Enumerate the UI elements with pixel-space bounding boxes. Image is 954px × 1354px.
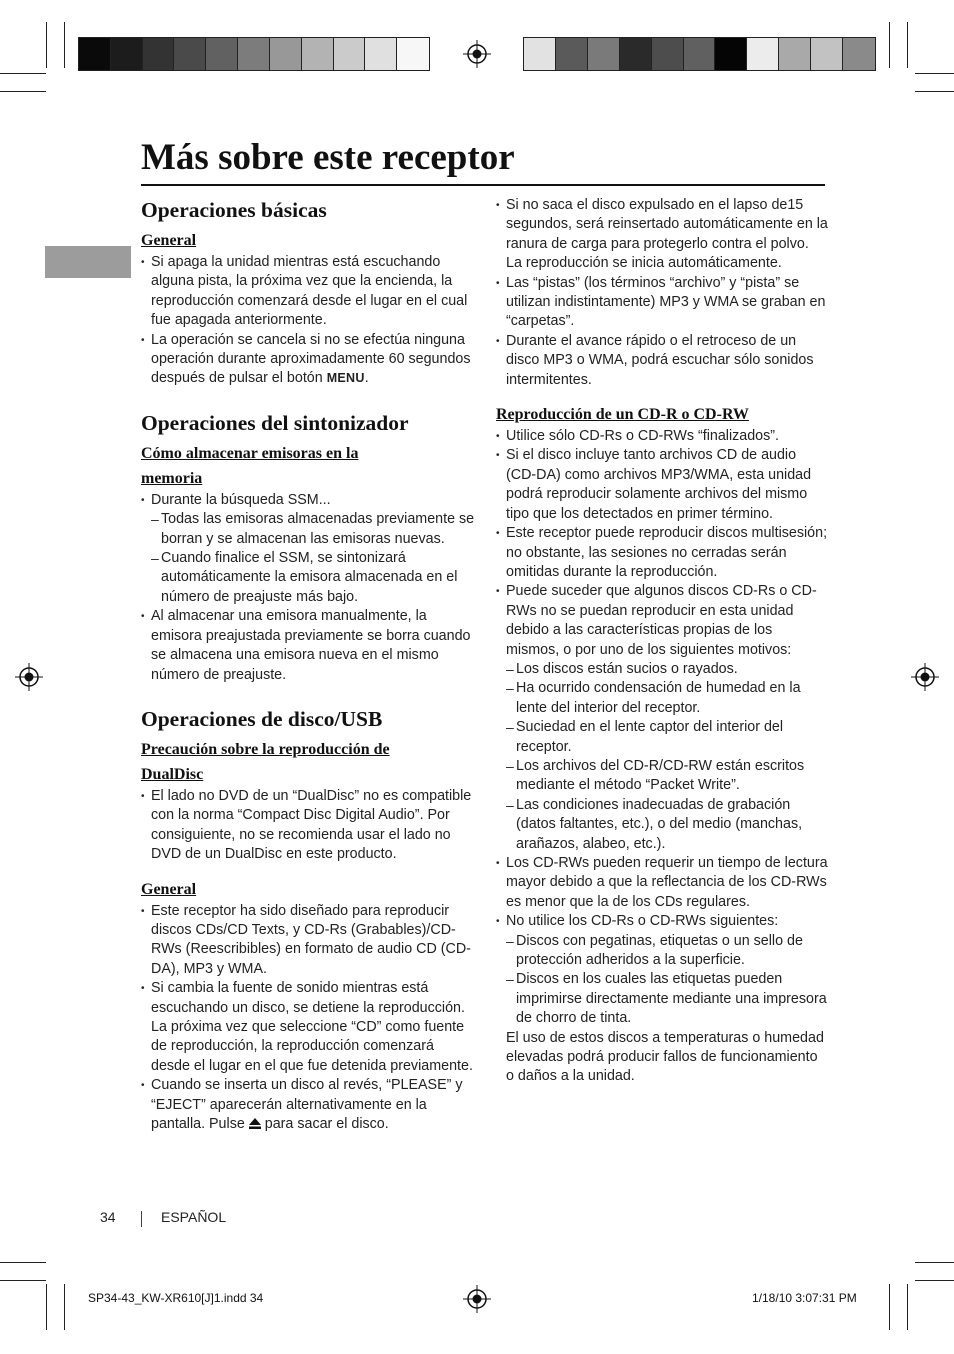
dualdisc-list xyxy=(141,787,476,865)
list-subitem: – Todas las emisoras almacenadas previamente se borran y se almacenan las emisoras nuevas. xyxy=(141,510,476,549)
crop-mark xyxy=(0,91,46,92)
list-item: • Si el disco incluye tanto archivos CD de audio (CD-DA) como archivos MP3/WMA, esta unidad podrá reproducir solamente archivos del mismo tipo que los detectados en primer término. xyxy=(496,446,828,524)
color-swatch xyxy=(747,38,779,70)
list-item: • Al almacenar una emisora manualmente, la emisora preajustada previamente se borra cuando se almacena una emisora nueva en el mismo número de preajuste. xyxy=(141,607,476,685)
list-item xyxy=(141,1076,476,1134)
color-swatch xyxy=(556,38,588,70)
color-swatch xyxy=(302,38,334,70)
crop-mark xyxy=(46,1284,47,1330)
crop-mark xyxy=(0,73,46,74)
list-item: • Este receptor puede reproducir discos multisesión; no obstante, las sesiones no cerradas serán omitidas durante la reproducción. xyxy=(496,524,828,582)
list-item: • Si apaga la unidad mientras está escuchando alguna pista, la próxima vez que la encienda, la reproducción comenzará desde el lugar en el cual fue apagada anteriormente. xyxy=(141,253,476,331)
page-number: 34 xyxy=(100,1209,116,1225)
disc-general-list xyxy=(141,902,476,1135)
cdr-list xyxy=(496,427,828,1087)
list-subitem: – Discos en los cuales las etiquetas pueden imprimirse directamente mediante una impresora de chorro de tinta. xyxy=(496,970,828,1028)
color-swatch xyxy=(588,38,620,70)
list-item: • Los CD-RWs pueden requerir un tiempo de lectura mayor debido a que la reflectancia de los CD-RWs es menor que la de los CDs regulares. xyxy=(496,854,828,912)
subheading-general: General xyxy=(141,880,197,898)
registration-mark-icon xyxy=(463,40,491,68)
color-bar-left xyxy=(78,37,430,71)
list-item: • Si cambia la fuente de sonido mientras está escuchando un disco, se detiene la reproducción. La próxima vez que seleccione “CD” como fuente de reproducción, la reproducción comenzará desde el lugar en el que fue detenida previamente. xyxy=(141,979,476,1076)
section-heading-tuner: Operaciones del sintonizador xyxy=(141,410,409,435)
crop-mark xyxy=(64,1284,65,1330)
list-subitem: – Suciedad en el lente captor del interior del receptor. xyxy=(496,718,828,757)
color-swatch xyxy=(365,38,397,70)
section-heading-disc: Operaciones de disco/USB xyxy=(141,706,383,731)
list-item: • Las “pistas” (los términos “archivo” y “pista” se utilizan indistintamente) MP3 y WMA se graban en “carpetas”. xyxy=(496,274,828,332)
color-swatch xyxy=(715,38,747,70)
list-item: • Durante el avance rápido o el retroceso de un disco MP3 o WMA, podrá escuchar sólo sonidos intermitentes. xyxy=(496,332,828,390)
registration-mark-icon xyxy=(15,663,43,691)
color-bar-right xyxy=(523,37,876,71)
color-swatch xyxy=(524,38,556,70)
slug-timestamp: 1/18/10 3:07:31 PM xyxy=(752,1291,857,1305)
crop-mark xyxy=(889,22,890,68)
crop-mark xyxy=(915,1262,954,1263)
color-swatch xyxy=(620,38,652,70)
crop-mark xyxy=(915,1280,954,1281)
eject-icon xyxy=(249,1118,261,1129)
crop-mark xyxy=(889,1284,890,1330)
list-subitem: – Ha ocurrido condensación de humedad en la lente del interior del receptor. xyxy=(496,679,828,718)
subheading-line: memoria xyxy=(141,469,203,487)
list-item: • Puede suceder que algunos discos CD-Rs o CD-RWs no se puedan reproducir en esta unidad debido a las características propias de los mismos, o por uno de los siguientes motivos: xyxy=(496,582,828,660)
color-swatch xyxy=(397,38,429,70)
list-item-text: para sacar el disco. xyxy=(264,1116,389,1132)
crop-mark xyxy=(907,22,908,68)
subheading-line: Precaución sobre la reproducción de xyxy=(141,740,390,758)
subheading-dualdisc xyxy=(141,737,476,787)
crop-mark xyxy=(64,22,65,68)
crop-mark xyxy=(915,91,954,92)
section-heading-basic: Operaciones básicas xyxy=(141,198,327,222)
color-swatch xyxy=(238,38,270,70)
left-column xyxy=(141,195,476,1134)
list-item: • Utilice sólo CD-Rs o CD-RWs “finalizados”. xyxy=(496,427,828,446)
color-swatch xyxy=(652,38,684,70)
registration-mark-icon xyxy=(911,663,939,691)
color-swatch xyxy=(684,38,716,70)
slug-filename: SP34-43_KW-XR610[J]1.indd 34 xyxy=(88,1291,264,1305)
list-item: • Si no saca el disco expulsado en el lapso de15 segundos, será reinsertado automáticamente en la ranura de carga para protegerlo contra el polvo. La reproducción se inicia automáticamente. xyxy=(496,196,828,274)
subheading-line: DualDisc xyxy=(141,765,204,783)
page-title: Más sobre este receptor xyxy=(141,134,825,186)
color-swatch xyxy=(174,38,206,70)
crop-mark xyxy=(0,1280,46,1281)
footer-divider xyxy=(141,1211,142,1227)
language-tab xyxy=(45,246,131,278)
list-item xyxy=(141,331,476,389)
disc-notes-list xyxy=(496,196,828,390)
list-item: • El lado no DVD de un “DualDisc” no es compatible con la norma “Compact Disc Digital Audio”. Por consiguiente, no se recomienda usar el lado no DVD de un DualDisc en este producto. xyxy=(141,787,476,865)
crop-mark xyxy=(0,1262,46,1263)
crop-mark xyxy=(907,1284,908,1330)
color-swatch xyxy=(111,38,143,70)
color-swatch xyxy=(779,38,811,70)
list-subitem: – Los archivos del CD-R/CD-RW están escritos mediante el método “Packet Write”. xyxy=(496,757,828,796)
color-swatch xyxy=(206,38,238,70)
menu-button-label: MENU xyxy=(326,371,365,386)
color-swatch xyxy=(143,38,175,70)
color-swatch xyxy=(270,38,302,70)
subheading-line: Cómo almacenar emisoras en la xyxy=(141,444,359,462)
subheading-cdr-cdrw: Reproducción de un CD-R o CD-RW xyxy=(496,406,749,424)
list-item: • Este receptor ha sido diseñado para reproducir discos CDs/CD Texts, y CD-Rs (Grabables)/CD-RWs (Reescribibles) en formato de audio CD (CD-DA), MP3 y WMA. xyxy=(141,902,476,980)
subheading-store-stations xyxy=(141,441,476,491)
basic-list xyxy=(141,253,476,389)
crop-mark xyxy=(915,73,954,74)
list-subitem: – Discos con pegatinas, etiquetas o un sello de protección adheridos a la superficie. xyxy=(496,932,828,971)
list-subitem: – Los discos están sucios o rayados. xyxy=(496,660,828,679)
list-subitem: – Cuando finalice el SSM, se sintonizará automáticamente la emisora almacenada en el número de preajuste más bajo. xyxy=(141,549,476,607)
color-swatch xyxy=(843,38,875,70)
closing-note: El uso de estos discos a temperaturas o humedad elevadas podrá producir fallos de funcionamiento o daños a la unidad. xyxy=(506,1029,824,1085)
registration-mark-icon xyxy=(463,1285,491,1313)
footer-language: ESPAÑOL xyxy=(161,1209,227,1225)
subheading-general: General xyxy=(141,232,197,249)
period: . xyxy=(364,370,369,387)
color-swatch xyxy=(811,38,843,70)
list-item: • Durante la búsqueda SSM... xyxy=(141,491,476,510)
right-column xyxy=(496,196,828,1087)
color-swatch xyxy=(79,38,111,70)
crop-mark xyxy=(46,22,47,68)
list-item-text: La operación se cancela si no se efectúa ninguna operación durante aproximadamente 60 segundos después de pulsar el botón xyxy=(151,331,471,387)
list-item-text: Cuando se inserta un disco al revés, “PLEASE” y “EJECT” aparecerán alternativamente en la pantalla. Pulse xyxy=(151,1077,463,1132)
color-swatch xyxy=(334,38,366,70)
tuner-list xyxy=(141,491,476,685)
list-subitem: – Las condiciones inadecuadas de grabación (datos faltantes, etc.), o del medio (manchas, arañazos, alabeo, etc.). xyxy=(496,796,828,854)
list-item: • No utilice los CD-Rs o CD-RWs siguientes: xyxy=(496,912,828,931)
